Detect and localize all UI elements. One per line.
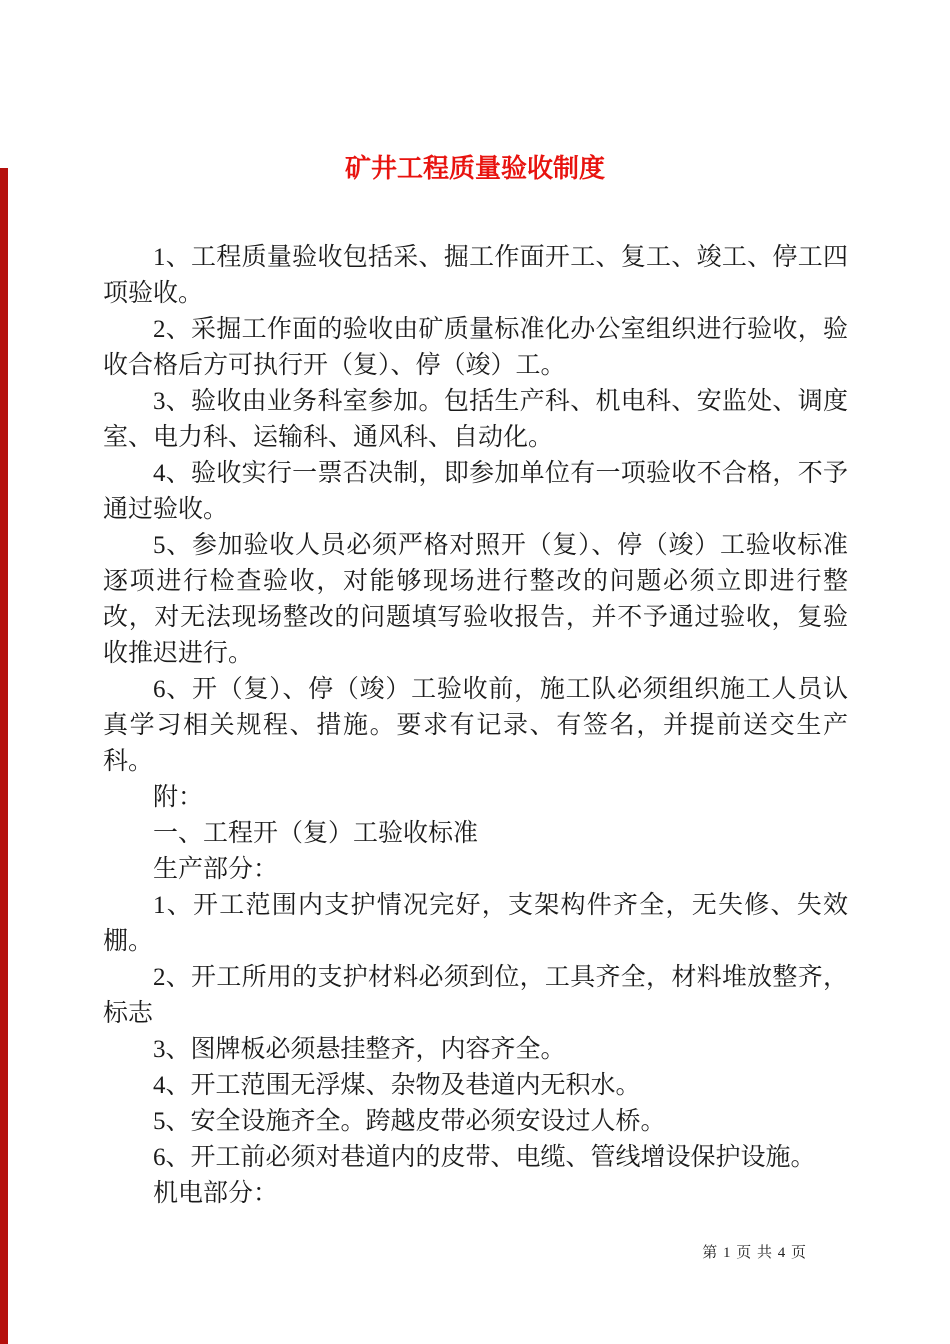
paragraph: 6、开（复）、停（竣）工验收前，施工队必须组织施工人员认真学习相关规程、措施。要求有记录、有签名，并提前送交生产科。 bbox=[103, 676, 848, 775]
paragraph: 4、开工范围无浮煤、杂物及巷道内无积水。 bbox=[153, 1072, 641, 1099]
paragraph: 3、图牌板必须悬挂整齐，内容齐全。 bbox=[153, 1036, 566, 1063]
document-body bbox=[103, 240, 848, 1212]
paragraph: 一、工程开（复）工验收标准 bbox=[153, 820, 479, 847]
paragraph: 1、开工范围内支护情况完好，支架构件齐全，无失修、失效棚。 bbox=[103, 892, 848, 955]
paragraph: 3、验收由业务科室参加。包括生产科、机电科、安监处、调度室、电力科、运输科、通风科、自动化。 bbox=[103, 388, 848, 451]
paragraph: 附： bbox=[153, 784, 204, 811]
document-title: 矿井工程质量验收制度 bbox=[344, 154, 605, 184]
paragraph: 6、开工前必须对巷道内的皮带、电缆、管线增设保护设施。 bbox=[153, 1144, 816, 1171]
paragraph: 机电部分： bbox=[153, 1180, 279, 1207]
page-number-footer: 第 1 页 共 4 页 bbox=[702, 1245, 807, 1261]
paragraph: 生产部分： bbox=[153, 856, 279, 883]
left-accent-bar bbox=[0, 168, 8, 1344]
paragraph: 2、采掘工作面的验收由矿质量标准化办公室组织进行验收，验收合格后方可执行开（复）、停（竣）工。 bbox=[103, 316, 848, 379]
paragraph: 4、验收实行一票否决制，即参加单位有一项验收不合格，不予通过验收。 bbox=[103, 460, 848, 523]
paragraph: 2、开工所用的支护材料必须到位，工具齐全，材料堆放整齐，标志 bbox=[103, 964, 848, 1027]
paragraph: 1、工程质量验收包括采、掘工作面开工、复工、竣工、停工四项验收。 bbox=[103, 244, 848, 307]
paragraph: 5、参加验收人员必须严格对照开（复）、停（竣）工验收标准逐项进行检查验收，对能够现场进行整改的问题必须立即进行整改，对无法现场整改的问题填写验收报告，并不予通过验收，复验收推迟进行。 bbox=[103, 532, 848, 667]
paragraph: 5、安全设施齐全。跨越皮带必须安设过人桥。 bbox=[153, 1108, 666, 1135]
